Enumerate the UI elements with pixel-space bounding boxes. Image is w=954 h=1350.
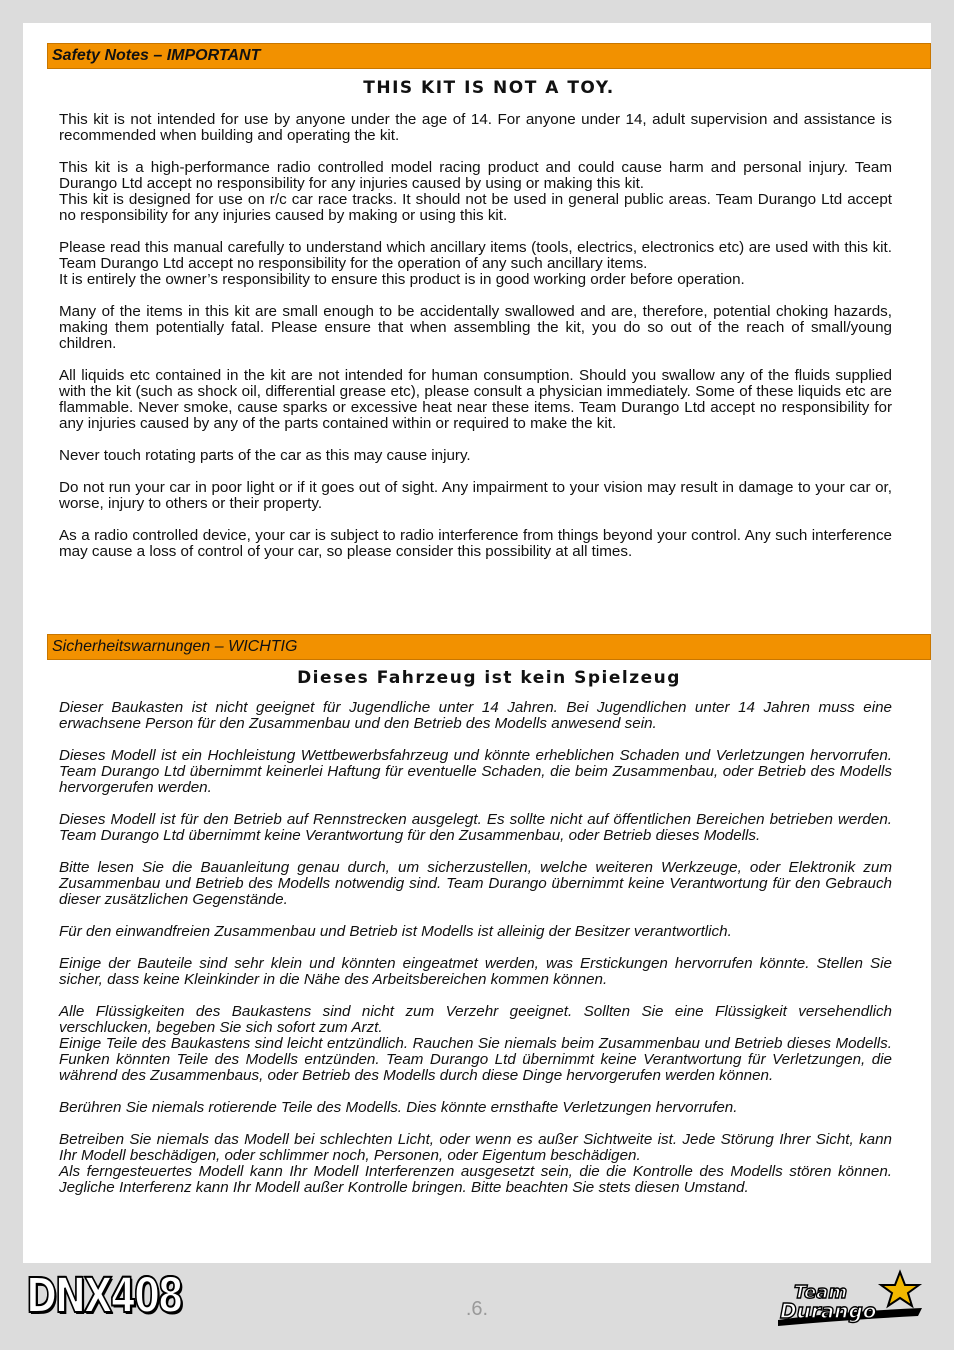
paragraph: Dieses Modell ist für den Betrieb auf Rennstrecken ausgelegt. Es sollte nicht auf öffentlichen Bereichen betrieben werden. Team Durango Ltd übernimmt keine Verantwortung für den Zusammenbau, oder Betrieb dieses Modells. <box>59 811 892 844</box>
page-sheet <box>23 23 931 1263</box>
paragraph: Betreiben Sie niemals das Modell bei schlechten Licht, oder wenn es außer Sichtweite ist. Jede Störung Ihrer Sicht, kann Ihr Modell beschädigen, oder schlimmer noch, Personen, oder Eigentum beschädigen. Als ferngesteuertes Modell kann Ihr Modell Interferenzen ausgesetzt sein, die die Kontrolle des Modells stören können. Jegliche Interferenz kann Ihr Modell außer Kontrolle bringen. Bitte beachten Sie stets diesen Umstand. <box>59 1131 892 1196</box>
page-number: .6. <box>465 1298 489 1320</box>
section-bar-sicherheitswarnungen: Sicherheitswarnungen – WICHTIG <box>47 634 931 660</box>
paragraph: As a radio controlled device, your car is subject to radio interference from things beyond your control. Any such interference may cause a loss of control of your car, so please consider this possibility at all times. <box>59 527 892 560</box>
star-icon <box>881 1272 919 1306</box>
section-bar-safety-notes: Safety Notes – IMPORTANT <box>47 43 931 69</box>
paragraph: Do not run your car in poor light or if it goes out of sight. Any impairment to your vision may result in damage to your car or, worse, injury to others or their property. <box>59 479 892 512</box>
paragraph: Einige der Bauteile sind sehr klein und könnten eingeatmet werden, was Erstickungen hervorrufen könnte. Stellen Sie sicher, dass keine Kleinkinder in die Nähe des Arbeitsbereichen kommen können. <box>59 955 892 988</box>
paragraph: Berühren Sie niemals rotierende Teile des Modells. Dies könnte ernsthafte Verletzungen hervorrufen. <box>59 1099 738 1116</box>
dnx408-logo: DNX408 <box>26 1268 182 1324</box>
english-safety-text <box>59 112 892 576</box>
paragraph: Please read this manual carefully to understand which ancillary items (tools, electrics, electronics etc) are used with this kit. Team Durango Ltd accept no responsibility for the operation of any such ancillary items. It is entirely the owner’s responsibility to ensure this product is in good working order before operation. <box>59 239 892 288</box>
paragraph: Alle Flüssigkeiten des Baukastens sind nicht zum Verzehr geeignet. Sollten Sie eine Flüssigkeit versehendlich verschlucken, begeben Sie sich sofort zum Arzt. Einige Teile des Baukastens sind leicht entzündlich. Rauchen Sie niemals beim Zusammenbau und Betrieb dieses Modells. Funken könnten Teile des Modells entzünden. Team Durango Ltd übernimmt keine Verantwortung für Verletzungen, die während des Zusammenbaus, oder Betrieb des Modells durch diese Dinge hervorgerufen werden können. <box>59 1003 892 1084</box>
paragraph: Never touch rotating parts of the car as this may cause injury. <box>59 447 471 464</box>
paragraph: This kit is not intended for use by anyone under the age of 14. For anyone under 14, adult supervision and assistance is recommended when building and operating the kit. <box>59 111 892 144</box>
german-safety-text <box>59 700 892 1212</box>
paragraph: Dieses Modell ist ein Hochleistung Wettbewerbsfahrzeug und könnte erheblichen Schaden und Verletzungen hervorrufen. Team Durango Ltd übernimmt keinerlei Haftung für eventuelle Schaden, die beim Zusammenbau, oder Betrieb des Modells hervorgerufen werden. <box>59 747 892 796</box>
paragraph: Dieser Baukasten ist nicht geeignet für Jugendliche unter 14 Jahren. Bei Jugendlichen unter 14 Jahren muss eine erwachsene Person für den Zusammenbau und den Betrieb des Modells anwesend sein. <box>59 699 892 732</box>
paragraph: This kit is a high-performance radio controlled model racing product and could cause harm and personal injury. Team Durango Ltd accept no responsibility for any injuries caused by using or making this kit. This kit is designed for use on r/c car race tracks. It should not be used in general public areas. Team Durango Ltd accept no responsibility for any injuries caused by making or using this kit. <box>59 159 892 224</box>
paragraph: Für den einwandfreien Zusammenbau und Betrieb ist Modells ist alleinig der Besitzer verantwortlich. <box>59 923 732 940</box>
logo-durango-text: Durango <box>780 1299 877 1323</box>
paragraph: All liquids etc contained in the kit are not intended for human consumption. Should you swallow any of the fluids supplied with the kit (such as shock oil, differential grease etc), please consult a physician immediately. Some of these liquids etc are flammable. Never smoke, cause sparks or excessive heat near these items. Team Durango Ltd accept no responsibility for any injuries caused by any of the parts contained within or required to make the kit. <box>59 367 892 432</box>
heading-kein-spielzeug: Dieses Fahrzeug ist kein Spielzeug <box>297 668 681 688</box>
paragraph: Bitte lesen Sie die Bauanleitung genau durch, um sicherzustellen, welche weiteren Werkzeuge, oder Elektronik zum Zusammenbau und Betrieb des Modells notwendig sind. Team Durango übernimmt keine Verantwortung für den Gebrauch dieser zusätzlichen Gegenstände. <box>59 859 892 908</box>
paragraph: Many of the items in this kit are small enough to be accidentally swallowed and are, therefore, potential choking hazards, making them potentially fatal. Please ensure that when assembling the kit, you do so out of the reach of small/young children. <box>59 303 892 352</box>
logo-team-text: Team <box>794 1282 848 1303</box>
team-durango-logo <box>772 1268 932 1328</box>
heading-not-a-toy: THIS KIT IS NOT A TOY. <box>363 78 615 98</box>
